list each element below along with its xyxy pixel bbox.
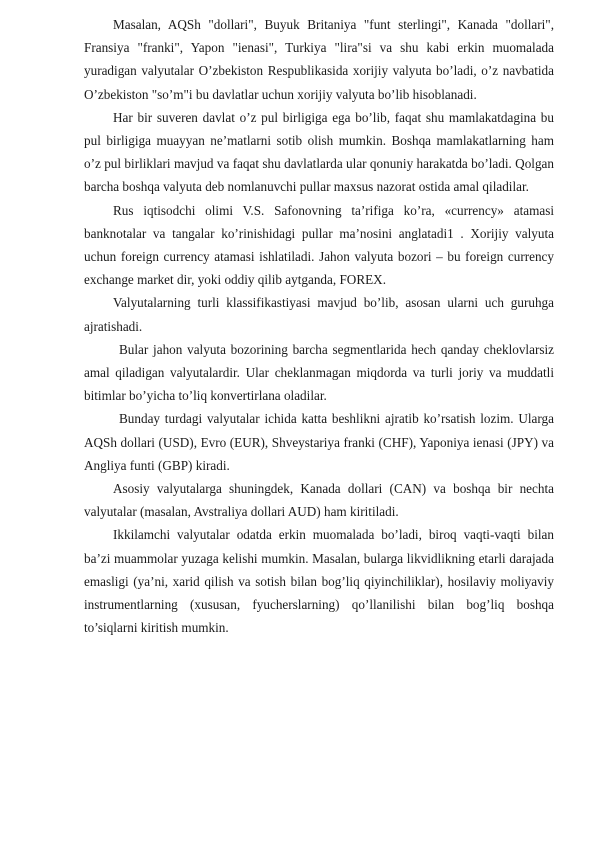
paragraph-currency-definition: Rus iqtisodchi olimi V.S. Safonovning ta’rifiga ko’ra, «currency» atamasi banknotalar va tangalar ko’rinishidagi pullar ma’nosini anglatadi1 . Xorijiy valyuta uchun foreign currency atamasi ishlatiladi. Jahon valyuta bozori – bu foreign currency exchange market dir, yoki oddiy qilib aytganda, FOREX. <box>84 202 554 288</box>
document-page <box>84 13 554 639</box>
paragraph-big-five: Bunday turdagi valyutalar ichida katta beshlikni ajratib ko’rsatish lozim. Ularga AQSh dollari (USD), Evro (EUR), Shveystariya franki (CHF), Yaponiya ienasi (JPY) va Angliya funti (GBP) kiradi. <box>84 411 554 473</box>
paragraph-secondary-currencies: Ikkilamchi valyutalar odatda erkin muomalada bo’ladi, biroq vaqti-vaqti bilan ba’zi muammolar yuzaga kelishi mumkin. Masalan, bularga likvidlikning etarli darajada emasligi (ya’ni, xarid qilish va sotish bilan bog’liq qiyinchiliklar), hosilaviy moliyaviy instrumentlarning (xususan, fyucherslarning) qo’llanilishi bilan bog’liq boshqa to’siqlarni kiritish mumkin. <box>84 527 554 636</box>
paragraph-classification: Valyutalarning turli klassifikastiyasi mavjud bo’lib, asosan ularni uch guruhga ajratishadi. <box>84 295 554 334</box>
paragraph-sovereign-currency: Har bir suveren davlat o’z pul birligiga ega bo’lib, faqat shu mamlakatdagina bu pul birligiga muayyan ne’matlarni sotib olish mumkin. Boshqa mamlakatlarning ham o’z pul birliklari mavjud va faqat shu davlatlarda ular qonuniy harakatda bo’ladi. Qolgan barcha boshqa valyuta deb nomlanuvchi pullar maxsus nazorat ostida amal qiladilar. <box>84 109 554 195</box>
paragraph-currency-examples: Masalan, AQSh "dollari", Buyuk Britaniya "funt sterlingi", Kanada "dollari", Fransiya "franki", Yapon "ienasi", Turkiya "lira"si va shu kabi erkin muomalada yuradigan valyutalar O’zbekiston Respublikasida xorijiy valyuta bo’ladi, o’z navbatida O’zbekiston "so’m"i bu davlatlar uchun xorijiy valyuta bo’lib hisoblanadi. <box>84 17 554 102</box>
paragraph-free-currencies: Bular jahon valyuta bozorining barcha segmentlarida hech qanday cheklovlarsiz amal qiladigan valyutalardir. Ular cheklanmagan miqdorda va turli joriy va muddatli bitimlar bo’yicha to’liq konvertirlana oladilar. <box>84 341 554 404</box>
paragraph-main-currencies: Asosiy valyutalarga shuningdek, Kanada dollari (CAN) va boshqa bir nechta valyutalar (masalan, Avstraliya dollari AUD) ham kiritiladi. <box>84 481 554 520</box>
